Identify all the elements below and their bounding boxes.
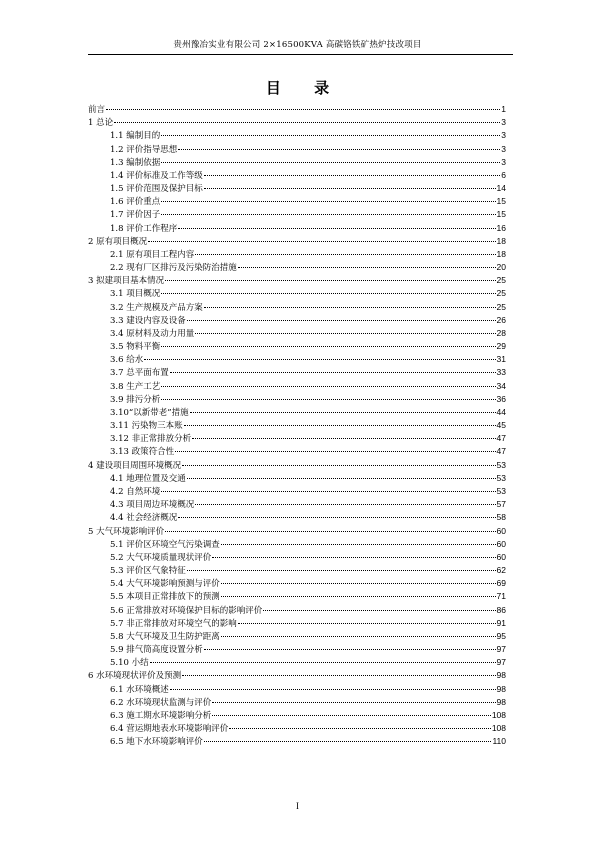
toc-entry-label: 1.8 评价工作程序 bbox=[110, 223, 178, 234]
toc-dot-leader bbox=[184, 425, 496, 426]
toc-entry-label: 6.4 营运期地表水环境影响评价 bbox=[110, 724, 229, 735]
toc-entry[interactable] bbox=[88, 498, 506, 511]
toc-entry-page: 1 bbox=[501, 104, 506, 114]
toc-entry-page: 29 bbox=[496, 341, 506, 352]
toc-entry-label: 3.1 项目概况 bbox=[110, 289, 161, 300]
toc-entry-label: 3.12 非正常排放分析 bbox=[110, 434, 192, 445]
toc-dot-leader bbox=[204, 741, 492, 742]
toc-entry-label: 3.3 建设内容及设备 bbox=[110, 315, 186, 326]
toc-entry-label: 3.7 总平面布置 bbox=[110, 368, 169, 379]
toc-entry-page: 53 bbox=[496, 472, 506, 483]
toc-dot-leader bbox=[204, 175, 501, 176]
toc-dot-leader bbox=[204, 307, 496, 308]
toc-entry[interactable] bbox=[88, 222, 506, 235]
toc-entry-label: 2.2 现有厂区排污及污染防治措施 bbox=[110, 263, 237, 274]
toc-dot-leader bbox=[144, 359, 495, 360]
toc-entry-page: 25 bbox=[496, 275, 506, 286]
toc-dot-leader bbox=[178, 149, 500, 150]
toc-dot-leader bbox=[182, 675, 495, 676]
toc-entry-page: 18 bbox=[496, 248, 506, 259]
toc-entry-page: 95 bbox=[496, 630, 506, 641]
toc-entry[interactable] bbox=[88, 656, 506, 669]
toc-entry-page: 3 bbox=[501, 130, 506, 141]
toc-entry[interactable] bbox=[88, 380, 506, 393]
toc-entry[interactable] bbox=[88, 511, 506, 524]
toc-entry[interactable] bbox=[88, 169, 506, 182]
toc-dot-leader bbox=[221, 583, 496, 584]
toc-entry-label: 3.5 物料平衡 bbox=[110, 342, 161, 353]
toc-entry-label: 4.2 自然环境 bbox=[110, 486, 161, 497]
toc-dot-leader bbox=[221, 544, 496, 545]
toc-entry-label: 3.6 给水 bbox=[110, 355, 144, 366]
toc-dot-leader bbox=[161, 491, 495, 492]
toc-dot-leader bbox=[161, 399, 495, 400]
toc-entry-label: 1.7 评价因子 bbox=[110, 210, 161, 221]
toc-entry-page: 97 bbox=[496, 657, 506, 668]
toc-entry-page: 16 bbox=[496, 222, 506, 233]
toc-dot-leader bbox=[229, 728, 491, 729]
toc-entry-page: 18 bbox=[496, 235, 506, 246]
toc-dot-leader bbox=[182, 465, 495, 466]
toc-entry-label: 3 拟建项目基本情况 bbox=[88, 276, 165, 287]
toc-dot-leader bbox=[114, 122, 500, 123]
toc-entry-page: 3 bbox=[501, 156, 506, 167]
toc-entry[interactable] bbox=[88, 617, 506, 630]
toc-entry-label: 6 水环境现状评价及预测 bbox=[88, 671, 182, 682]
toc-entry-page: 33 bbox=[496, 367, 506, 378]
toc-entry[interactable] bbox=[88, 551, 506, 564]
toc-entry-label: 3.4 原材料及动力用量 bbox=[110, 328, 195, 339]
toc-entry[interactable] bbox=[88, 485, 506, 498]
toc-entry[interactable] bbox=[88, 327, 506, 340]
toc-entry-page: 98 bbox=[496, 683, 506, 694]
toc-entry[interactable] bbox=[88, 208, 506, 221]
toc-entry-page: 57 bbox=[496, 499, 506, 510]
toc-entry[interactable] bbox=[88, 103, 506, 116]
toc-entry-label: 6.2 水环境现状监测与评价 bbox=[110, 697, 212, 708]
toc-entry[interactable] bbox=[88, 340, 506, 353]
toc-dot-leader bbox=[148, 241, 495, 242]
toc-title: 目 录 bbox=[265, 79, 344, 97]
toc-entry[interactable] bbox=[88, 445, 506, 458]
toc-dot-leader bbox=[165, 280, 495, 281]
toc-dot-leader bbox=[170, 372, 496, 373]
toc-entry-page: 26 bbox=[496, 314, 506, 325]
toc-entry[interactable] bbox=[88, 735, 506, 748]
toc-entry[interactable] bbox=[88, 274, 506, 287]
toc-dot-leader bbox=[187, 570, 496, 571]
toc-entry[interactable] bbox=[88, 195, 506, 208]
toc-entry[interactable] bbox=[88, 564, 506, 577]
toc-dot-leader bbox=[221, 636, 496, 637]
toc-dot-leader bbox=[187, 478, 496, 479]
toc-dot-leader bbox=[187, 320, 496, 321]
toc-entry-page: 71 bbox=[496, 591, 506, 602]
toc-dot-leader bbox=[175, 451, 495, 452]
toc-entry[interactable] bbox=[88, 393, 506, 406]
toc-entry[interactable] bbox=[88, 472, 506, 485]
toc-entry-label: 5.6 正常排放对环境保护目标的影响评价 bbox=[110, 605, 263, 616]
toc-entry-page: 25 bbox=[496, 301, 506, 312]
toc-dot-leader bbox=[212, 557, 495, 558]
toc-entry-label: 4 建设项目周围环境概况 bbox=[88, 460, 182, 471]
toc-entry-label: 6.3 施工期水环境影响分析 bbox=[110, 710, 212, 721]
toc-entry-label: 4.3 项目周边环境概况 bbox=[110, 500, 195, 511]
toc-entry[interactable] bbox=[88, 577, 506, 590]
toc-entry[interactable] bbox=[88, 459, 506, 472]
toc-entry-page: 108 bbox=[491, 709, 506, 720]
toc-entry-page: 62 bbox=[496, 565, 506, 576]
toc-entry[interactable] bbox=[88, 643, 506, 656]
toc-dot-leader bbox=[195, 504, 495, 505]
toc-entry[interactable] bbox=[88, 301, 506, 314]
toc-entry-page: 3 bbox=[501, 143, 506, 154]
toc-entry-page: 14 bbox=[496, 183, 506, 194]
toc-entry-label: 1.5 评价范围及保护目标 bbox=[110, 184, 203, 195]
toc-dot-leader bbox=[161, 162, 500, 163]
toc-entry[interactable] bbox=[88, 696, 506, 709]
toc-dot-leader bbox=[263, 610, 495, 611]
toc-entry[interactable] bbox=[88, 419, 506, 432]
toc-entry[interactable] bbox=[88, 630, 506, 643]
toc-entry-page: 25 bbox=[496, 288, 506, 299]
toc-entry-label: 3.2 生产规模及产品方案 bbox=[110, 302, 203, 313]
toc-entry-page: 60 bbox=[496, 551, 506, 562]
toc-entry[interactable] bbox=[88, 235, 506, 248]
toc-dot-leader bbox=[221, 596, 496, 597]
toc-entry-page: 97 bbox=[496, 644, 506, 655]
toc-entry[interactable] bbox=[88, 709, 506, 722]
toc-entry-page: 28 bbox=[496, 327, 506, 338]
toc-entry-label: 5.10 小结 bbox=[110, 658, 149, 669]
toc-entry[interactable] bbox=[88, 287, 506, 300]
toc-entry[interactable] bbox=[88, 116, 506, 129]
toc-dot-leader bbox=[150, 662, 496, 663]
toc-entry[interactable] bbox=[88, 261, 506, 274]
toc-entry-page: 53 bbox=[496, 485, 506, 496]
toc-entry[interactable] bbox=[88, 538, 506, 551]
toc-entry-label: 5.4 大气环境影响预测与评价 bbox=[110, 579, 220, 590]
toc-entry-page: 91 bbox=[496, 617, 506, 628]
toc-entry-page: 31 bbox=[496, 354, 506, 365]
toc-dot-leader bbox=[195, 333, 495, 334]
toc-entry-label: 5.7 非正常排放对环境空气的影响 bbox=[110, 618, 237, 629]
toc-entry-page: 45 bbox=[496, 420, 506, 431]
table-of-contents bbox=[88, 103, 506, 748]
toc-entry[interactable] bbox=[88, 182, 506, 195]
toc-entry-label: 1.6 评价重点 bbox=[110, 197, 161, 208]
toc-entry-label: 4.1 地理位置及交通 bbox=[110, 473, 186, 484]
toc-entry[interactable] bbox=[88, 353, 506, 366]
toc-entry[interactable] bbox=[88, 366, 506, 379]
toc-entry-page: 6 bbox=[501, 169, 506, 180]
toc-entry[interactable] bbox=[88, 143, 506, 156]
toc-entry-label: 5.2 大气环境质量现状评价 bbox=[110, 552, 212, 563]
toc-entry-page: 53 bbox=[496, 459, 506, 470]
toc-entry-label: 6.1 水环境概述 bbox=[110, 684, 169, 695]
toc-entry[interactable] bbox=[88, 525, 506, 538]
toc-entry-page: 47 bbox=[496, 433, 506, 444]
toc-dot-leader bbox=[106, 109, 500, 110]
toc-entry-label: 2.1 原有项目工程内容 bbox=[110, 249, 195, 260]
toc-entry-label: 前言 bbox=[88, 105, 106, 115]
toc-entry-page: 108 bbox=[491, 723, 506, 734]
toc-entry-label: 6.5 地下水环境影响评价 bbox=[110, 737, 203, 748]
toc-dot-leader bbox=[212, 702, 495, 703]
toc-entry-label: 5.1 评价区环境空气污染调查 bbox=[110, 539, 220, 550]
toc-entry-page: 60 bbox=[496, 525, 506, 536]
toc-entry-page: 60 bbox=[496, 538, 506, 549]
toc-entry-page: 110 bbox=[492, 736, 506, 747]
toc-entry[interactable] bbox=[88, 669, 506, 682]
running-header: 贵州豫冶实业有限公司 2×16500KVA 高碳铬铁矿热炉技改项目 bbox=[173, 40, 422, 50]
toc-dot-leader bbox=[204, 649, 496, 650]
toc-entry-label: 5 大气环境影响评价 bbox=[88, 526, 165, 537]
toc-entry-page: 3 bbox=[501, 117, 506, 128]
toc-dot-leader bbox=[161, 293, 495, 294]
toc-dot-leader bbox=[178, 517, 495, 518]
toc-dot-leader bbox=[195, 254, 495, 255]
toc-entry[interactable] bbox=[88, 406, 506, 419]
toc-dot-leader bbox=[161, 214, 495, 215]
toc-entry[interactable] bbox=[88, 722, 506, 735]
toc-entry-label: 5.8 大气环境及卫生防护距离 bbox=[110, 631, 220, 642]
toc-entry-label: 2 原有项目概况 bbox=[88, 236, 148, 247]
toc-entry-page: 98 bbox=[496, 696, 506, 707]
toc-dot-leader bbox=[161, 135, 500, 136]
page-number: I bbox=[296, 801, 299, 811]
toc-entry[interactable] bbox=[88, 590, 506, 603]
toc-dot-leader bbox=[161, 346, 495, 347]
toc-entry-label: 3.10“以新带老”措施 bbox=[110, 407, 189, 418]
toc-entry-page: 69 bbox=[496, 578, 506, 589]
toc-entry-label: 1.1 编制目的 bbox=[110, 131, 161, 142]
toc-entry-label: 3.8 生产工艺 bbox=[110, 381, 161, 392]
toc-entry-page: 58 bbox=[496, 512, 506, 523]
toc-dot-leader bbox=[178, 228, 495, 229]
toc-entry[interactable] bbox=[88, 248, 506, 261]
toc-dot-leader bbox=[238, 623, 496, 624]
toc-entry[interactable] bbox=[88, 156, 506, 169]
header-rule bbox=[88, 54, 513, 55]
toc-entry-page: 15 bbox=[496, 196, 506, 207]
toc-entry-label: 1.2 评价指导思想 bbox=[110, 144, 178, 155]
toc-entry[interactable] bbox=[88, 314, 506, 327]
toc-entry[interactable] bbox=[88, 604, 506, 617]
toc-entry-page: 44 bbox=[496, 406, 506, 417]
toc-dot-leader bbox=[212, 715, 491, 716]
toc-entry-label: 1.4 评价标准及工作等级 bbox=[110, 170, 203, 181]
toc-dot-leader bbox=[192, 438, 495, 439]
toc-dot-leader bbox=[238, 267, 496, 268]
toc-entry-label: 3.13 政策符合性 bbox=[110, 447, 175, 458]
toc-entry-label: 1.3 编制依据 bbox=[110, 157, 161, 168]
toc-entry-page: 20 bbox=[496, 262, 506, 273]
toc-entry-label: 5.3 评价区气象特征 bbox=[110, 566, 186, 577]
toc-dot-leader bbox=[204, 188, 496, 189]
toc-entry-label: 1 总论 bbox=[88, 118, 114, 129]
toc-entry-page: 36 bbox=[496, 393, 506, 404]
toc-dot-leader bbox=[165, 531, 495, 532]
toc-entry[interactable] bbox=[88, 683, 506, 696]
toc-entry-page: 86 bbox=[496, 604, 506, 615]
toc-dot-leader bbox=[161, 386, 495, 387]
toc-entry-label: 3.11 污染物三本账 bbox=[110, 421, 183, 432]
toc-entry-label: 3.9 排污分析 bbox=[110, 394, 161, 405]
toc-entry-page: 47 bbox=[496, 446, 506, 457]
toc-entry-page: 98 bbox=[496, 670, 506, 681]
toc-dot-leader bbox=[190, 412, 496, 413]
toc-entry-label: 4.4 社会经济概况 bbox=[110, 513, 178, 524]
toc-entry[interactable] bbox=[88, 129, 506, 142]
toc-entry-label: 5.9 排气筒高度设置分析 bbox=[110, 645, 203, 656]
toc-dot-leader bbox=[161, 201, 495, 202]
toc-entry-page: 15 bbox=[496, 209, 506, 220]
toc-entry-page: 34 bbox=[496, 380, 506, 391]
toc-entry-label: 5.5 本项目正常排放下的预测 bbox=[110, 592, 220, 603]
toc-dot-leader bbox=[170, 689, 496, 690]
toc-entry[interactable] bbox=[88, 432, 506, 445]
